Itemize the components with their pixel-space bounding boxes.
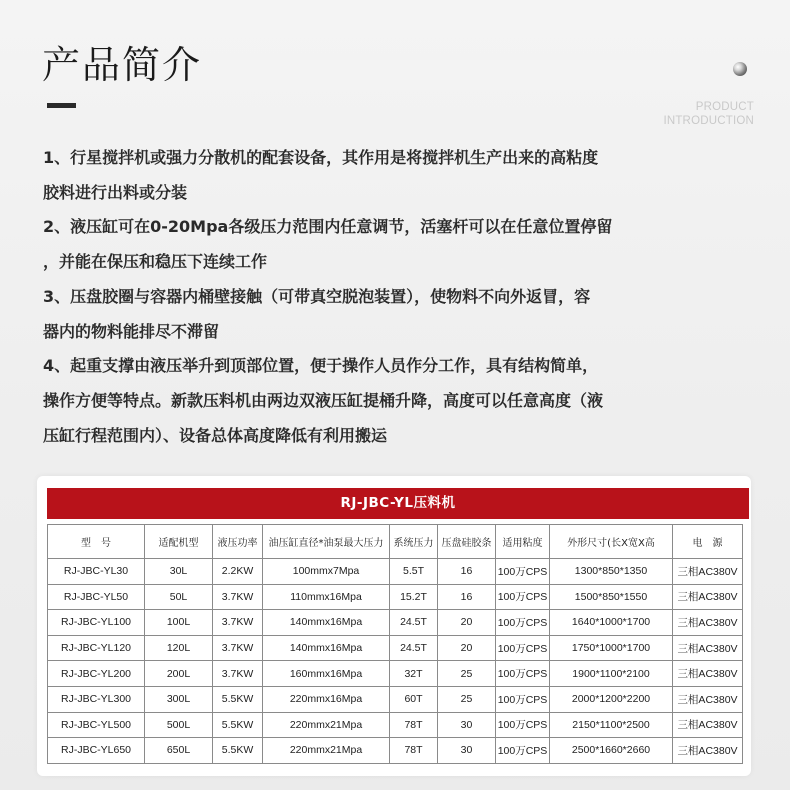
table-cell: 2000*1200*2200: [550, 686, 673, 712]
table-cell: 三相AC380V: [673, 559, 743, 585]
table-cell: 100万CPS: [496, 635, 550, 661]
table-cell: RJ-JBC-YL200: [48, 661, 145, 687]
table-cell: 100万CPS: [496, 610, 550, 636]
page-title: 产品简介: [42, 43, 203, 87]
table-cell: 3.7KW: [213, 610, 263, 636]
table-cell: RJ-JBC-YL120: [48, 635, 145, 661]
table-cell: 32T: [390, 661, 438, 687]
table-cell: 5.5KW: [213, 712, 263, 738]
table-cell: 100万CPS: [496, 686, 550, 712]
table-cell: 100L: [145, 610, 213, 636]
table-cell: 三相AC380V: [673, 610, 743, 636]
table-row: [48, 661, 743, 687]
table-row: [48, 686, 743, 712]
table-row: [48, 559, 743, 585]
table-cell: 5.5T: [390, 559, 438, 585]
table-cell: 500L: [145, 712, 213, 738]
header-cell: 液压功率: [213, 525, 263, 559]
table-cell: 100万CPS: [496, 584, 550, 610]
intro-line: 操作方便等特点。新款压料机由两边双液压缸提桶升降，高度可以任意高度（液: [43, 390, 604, 410]
header-cell: 外形尺寸(长X宽X高: [550, 525, 673, 559]
table-cell: 三相AC380V: [673, 686, 743, 712]
table-cell: 78T: [390, 712, 438, 738]
table-cell: 160mmx16Mpa: [263, 661, 390, 687]
table-cell: 650L: [145, 738, 213, 764]
spec-table: [47, 524, 743, 764]
header-cell: 适配机型: [145, 525, 213, 559]
title-underline: [47, 103, 76, 108]
table-cell: 三相AC380V: [673, 712, 743, 738]
header-cell: 型 号: [48, 525, 145, 559]
table-cell: 2150*1100*2500: [550, 712, 673, 738]
header-cell: 电 源: [673, 525, 743, 559]
table-cell: 20: [438, 610, 496, 636]
spec-table-title: RJ-JBC-YL压料机: [47, 488, 749, 519]
table-cell: 3.7KW: [213, 635, 263, 661]
table-cell: 220mmx16Mpa: [263, 686, 390, 712]
table-cell: RJ-JBC-YL100: [48, 610, 145, 636]
table-cell: 30L: [145, 559, 213, 585]
table-cell: 2500*1660*2660: [550, 738, 673, 764]
table-cell: RJ-JBC-YL300: [48, 686, 145, 712]
intro-line: 4、起重支撑由液压举升到顶部位置，便于操作人员作分工作，具有结构简单，: [43, 356, 599, 376]
table-cell: 24.5T: [390, 635, 438, 661]
intro-line: ，并能在保压和稳压下连续工作: [43, 252, 268, 272]
table-cell: 30: [438, 712, 496, 738]
intro-line: 胶料进行出料或分装: [43, 182, 188, 202]
table-cell: 140mmx16Mpa: [263, 610, 390, 636]
table-cell: 50L: [145, 584, 213, 610]
table-cell: 200L: [145, 661, 213, 687]
table-cell: 5.5KW: [213, 686, 263, 712]
table-cell: 1500*850*1550: [550, 584, 673, 610]
header-cell: 压盘硅胶条: [438, 525, 496, 559]
table-row: [48, 712, 743, 738]
table-cell: 1640*1000*1700: [550, 610, 673, 636]
intro-line: 2、液压缸可在0-20Mpa各级压力范围内任意调节，活塞杆可以在任意位置停留: [43, 217, 613, 237]
table-row: [48, 635, 743, 661]
table-cell: 100万CPS: [496, 738, 550, 764]
intro-line: 3、压盘胶圈与容器内桶壁接触（可带真空脱泡装置），使物料不向外返冒，容: [43, 286, 591, 306]
table-cell: RJ-JBC-YL500: [48, 712, 145, 738]
header-cell: 系统压力: [390, 525, 438, 559]
table-cell: 110mmx16Mpa: [263, 584, 390, 610]
header-cell: 油压缸直径*油泵最大压力: [263, 525, 390, 559]
table-cell: 220mmx21Mpa: [263, 738, 390, 764]
table-cell: RJ-JBC-YL50: [48, 584, 145, 610]
header-cell: 适用粘度: [496, 525, 550, 559]
table-cell: 100万CPS: [496, 712, 550, 738]
table-cell: 220mmx21Mpa: [263, 712, 390, 738]
table-cell: 300L: [145, 686, 213, 712]
table-cell: 三相AC380V: [673, 635, 743, 661]
table-cell: 24.5T: [390, 610, 438, 636]
table-cell: 三相AC380V: [673, 661, 743, 687]
table-cell: 100mmx7Mpa: [263, 559, 390, 585]
table-cell: 16: [438, 559, 496, 585]
table-cell: 100万CPS: [496, 661, 550, 687]
table-cell: RJ-JBC-YL650: [48, 738, 145, 764]
table-cell: 25: [438, 661, 496, 687]
table-cell: 20: [438, 635, 496, 661]
table-row: [48, 584, 743, 610]
intro-line: 器内的物料能排尽不滞留: [43, 321, 220, 341]
table-cell: RJ-JBC-YL30: [48, 559, 145, 585]
table-cell: 1750*1000*1700: [550, 635, 673, 661]
table-cell: 3.7KW: [213, 661, 263, 687]
intro-text: [43, 141, 683, 453]
intro-line: 1、行星搅拌机或强力分散机的配套设备，其作用是将搅拌机生产出来的高粘度: [43, 148, 599, 167]
table-cell: 140mmx16Mpa: [263, 635, 390, 661]
sphere-icon: [733, 62, 747, 76]
table-cell: 三相AC380V: [673, 584, 743, 610]
table-cell: 78T: [390, 738, 438, 764]
table-cell: 16: [438, 584, 496, 610]
table-row: [48, 738, 743, 764]
table-cell: 2.2KW: [213, 559, 263, 585]
table-cell: 100万CPS: [496, 559, 550, 585]
table-cell: 30: [438, 738, 496, 764]
table-cell: 5.5KW: [213, 738, 263, 764]
table-cell: 60T: [390, 686, 438, 712]
table-row: [48, 610, 743, 636]
table-header-row: [48, 525, 743, 559]
table-cell: 25: [438, 686, 496, 712]
table-cell: 3.7KW: [213, 584, 263, 610]
english-subtitle-line1: PRODUCT: [695, 101, 754, 113]
table-cell: 1300*850*1350: [550, 559, 673, 585]
table-cell: 三相AC380V: [673, 738, 743, 764]
english-subtitle-line2: INTRODUCTION: [663, 115, 754, 127]
english-subtitle: [663, 100, 754, 128]
table-cell: 15.2T: [390, 584, 438, 610]
table-cell: 120L: [145, 635, 213, 661]
table-cell: 1900*1100*2100: [550, 661, 673, 687]
intro-line: 压缸行程范围内）、设备总体高度降低有利用搬运: [43, 425, 388, 445]
